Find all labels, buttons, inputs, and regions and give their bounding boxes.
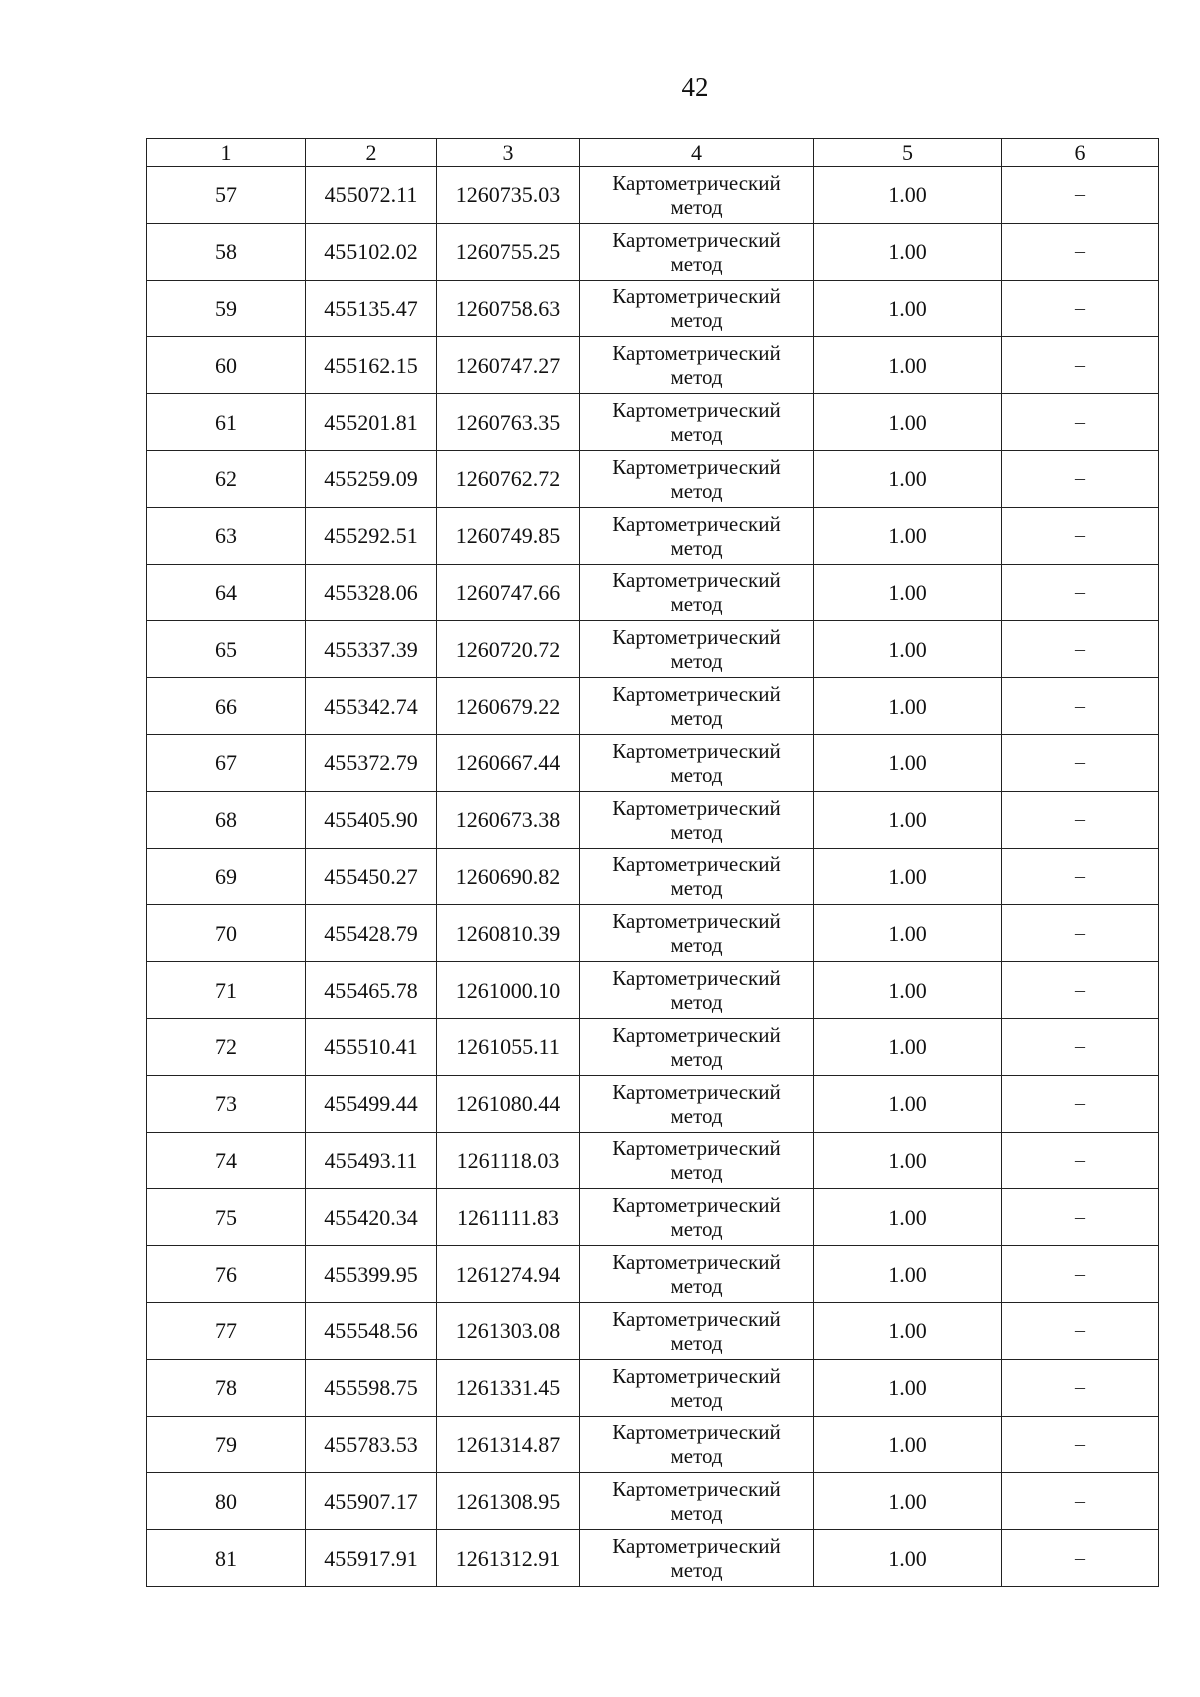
method-text-line1: Картометрический bbox=[612, 738, 781, 763]
method-text-line1: Картометрический bbox=[612, 852, 781, 877]
method-text-line1: Картометрический bbox=[612, 1477, 781, 1502]
point-number-cell: 64 bbox=[147, 564, 306, 621]
method-cell bbox=[580, 1075, 814, 1132]
y-coordinate-cell: 1261055.11 bbox=[437, 1018, 580, 1075]
point-number-cell: 74 bbox=[147, 1132, 306, 1189]
point-number-cell: 61 bbox=[147, 394, 306, 451]
note-cell: – bbox=[1002, 280, 1159, 337]
method-cell bbox=[580, 1416, 814, 1473]
point-number-cell: 59 bbox=[147, 280, 306, 337]
accuracy-cell: 1.00 bbox=[814, 450, 1002, 507]
accuracy-cell: 1.00 bbox=[814, 1189, 1002, 1246]
accuracy-cell: 1.00 bbox=[814, 962, 1002, 1019]
method-cell bbox=[580, 1246, 814, 1303]
column-header: 5 bbox=[814, 139, 1002, 167]
x-coordinate-cell: 455510.41 bbox=[306, 1018, 437, 1075]
table-header-row bbox=[147, 139, 1159, 167]
point-number-cell: 68 bbox=[147, 791, 306, 848]
y-coordinate-cell: 1261331.45 bbox=[437, 1359, 580, 1416]
method-text-line2: метод bbox=[670, 422, 723, 447]
point-number-cell: 76 bbox=[147, 1246, 306, 1303]
y-coordinate-cell: 1261118.03 bbox=[437, 1132, 580, 1189]
note-cell: – bbox=[1002, 791, 1159, 848]
accuracy-cell: 1.00 bbox=[814, 1018, 1002, 1075]
table-row bbox=[147, 678, 1159, 735]
table-row bbox=[147, 791, 1159, 848]
table-row bbox=[147, 1132, 1159, 1189]
column-header: 6 bbox=[1002, 139, 1159, 167]
method-cell bbox=[580, 621, 814, 678]
method-text-line2: метод bbox=[670, 535, 723, 560]
method-cell bbox=[580, 1132, 814, 1189]
point-number-cell: 60 bbox=[147, 337, 306, 394]
x-coordinate-cell: 455493.11 bbox=[306, 1132, 437, 1189]
x-coordinate-cell: 455420.34 bbox=[306, 1189, 437, 1246]
column-header: 4 bbox=[580, 139, 814, 167]
x-coordinate-cell: 455201.81 bbox=[306, 394, 437, 451]
method-cell bbox=[580, 1530, 814, 1587]
accuracy-cell: 1.00 bbox=[814, 564, 1002, 621]
accuracy-cell: 1.00 bbox=[814, 848, 1002, 905]
table-row bbox=[147, 1246, 1159, 1303]
table-row bbox=[147, 621, 1159, 678]
table-row bbox=[147, 394, 1159, 451]
x-coordinate-cell: 455428.79 bbox=[306, 905, 437, 962]
table-row bbox=[147, 1302, 1159, 1359]
method-text-line1: Картометрический bbox=[612, 284, 781, 309]
note-cell: – bbox=[1002, 1189, 1159, 1246]
method-cell bbox=[580, 223, 814, 280]
accuracy-cell: 1.00 bbox=[814, 734, 1002, 791]
note-cell: – bbox=[1002, 1473, 1159, 1530]
y-coordinate-cell: 1261111.83 bbox=[437, 1189, 580, 1246]
method-text-line1: Картометрический bbox=[612, 511, 781, 536]
coordinates-table bbox=[146, 138, 1159, 1587]
method-text-line2: метод bbox=[670, 1444, 723, 1469]
column-header: 1 bbox=[147, 139, 306, 167]
method-text-line2: метод bbox=[670, 706, 723, 731]
method-cell bbox=[580, 905, 814, 962]
method-text-line2: метод bbox=[670, 876, 723, 901]
table-row bbox=[147, 848, 1159, 905]
x-coordinate-cell: 455102.02 bbox=[306, 223, 437, 280]
method-cell bbox=[580, 1359, 814, 1416]
note-cell: – bbox=[1002, 621, 1159, 678]
point-number-cell: 72 bbox=[147, 1018, 306, 1075]
point-number-cell: 63 bbox=[147, 507, 306, 564]
method-text-line2: метод bbox=[670, 990, 723, 1015]
point-number-cell: 66 bbox=[147, 678, 306, 735]
x-coordinate-cell: 455598.75 bbox=[306, 1359, 437, 1416]
method-cell bbox=[580, 394, 814, 451]
note-cell: – bbox=[1002, 1530, 1159, 1587]
y-coordinate-cell: 1260758.63 bbox=[437, 280, 580, 337]
accuracy-cell: 1.00 bbox=[814, 621, 1002, 678]
method-text-line1: Картометрический bbox=[612, 454, 781, 479]
method-text-line2: метод bbox=[670, 1274, 723, 1299]
accuracy-cell: 1.00 bbox=[814, 1473, 1002, 1530]
column-header: 3 bbox=[437, 139, 580, 167]
method-text-line1: Картометрический bbox=[612, 1420, 781, 1445]
method-text-line2: метод bbox=[670, 1103, 723, 1128]
y-coordinate-cell: 1260747.66 bbox=[437, 564, 580, 621]
note-cell: – bbox=[1002, 564, 1159, 621]
note-cell: – bbox=[1002, 678, 1159, 735]
point-number-cell: 57 bbox=[147, 167, 306, 224]
x-coordinate-cell: 455450.27 bbox=[306, 848, 437, 905]
method-text-line2: метод bbox=[670, 478, 723, 503]
method-cell bbox=[580, 791, 814, 848]
table-row bbox=[147, 223, 1159, 280]
accuracy-cell: 1.00 bbox=[814, 394, 1002, 451]
table-row bbox=[147, 1359, 1159, 1416]
method-text-line1: Картометрический bbox=[612, 227, 781, 252]
method-text-line1: Картометрический bbox=[612, 909, 781, 934]
note-cell: – bbox=[1002, 1018, 1159, 1075]
method-text-line1: Картометрический bbox=[612, 1079, 781, 1104]
method-text-line2: метод bbox=[670, 194, 723, 219]
point-number-cell: 70 bbox=[147, 905, 306, 962]
y-coordinate-cell: 1261274.94 bbox=[437, 1246, 580, 1303]
y-coordinate-cell: 1261308.95 bbox=[437, 1473, 580, 1530]
accuracy-cell: 1.00 bbox=[814, 791, 1002, 848]
method-text-line2: метод bbox=[670, 819, 723, 844]
method-cell bbox=[580, 1018, 814, 1075]
point-number-cell: 62 bbox=[147, 450, 306, 507]
method-cell bbox=[580, 450, 814, 507]
note-cell: – bbox=[1002, 962, 1159, 1019]
note-cell: – bbox=[1002, 507, 1159, 564]
note-cell: – bbox=[1002, 1132, 1159, 1189]
y-coordinate-cell: 1260690.82 bbox=[437, 848, 580, 905]
table-row bbox=[147, 1189, 1159, 1246]
method-text-line2: метод bbox=[670, 649, 723, 674]
method-text-line1: Картометрический bbox=[612, 170, 781, 195]
x-coordinate-cell: 455342.74 bbox=[306, 678, 437, 735]
y-coordinate-cell: 1260667.44 bbox=[437, 734, 580, 791]
y-coordinate-cell: 1260673.38 bbox=[437, 791, 580, 848]
y-coordinate-cell: 1260810.39 bbox=[437, 905, 580, 962]
method-text-line2: метод bbox=[670, 762, 723, 787]
x-coordinate-cell: 455907.17 bbox=[306, 1473, 437, 1530]
note-cell: – bbox=[1002, 1416, 1159, 1473]
accuracy-cell: 1.00 bbox=[814, 223, 1002, 280]
x-coordinate-cell: 455162.15 bbox=[306, 337, 437, 394]
accuracy-cell: 1.00 bbox=[814, 280, 1002, 337]
method-text-line1: Картометрический bbox=[612, 682, 781, 707]
method-text-line1: Картометрический bbox=[612, 1193, 781, 1218]
method-text-line1: Картометрический bbox=[612, 1363, 781, 1388]
table-row bbox=[147, 962, 1159, 1019]
accuracy-cell: 1.00 bbox=[814, 1246, 1002, 1303]
y-coordinate-cell: 1261000.10 bbox=[437, 962, 580, 1019]
y-coordinate-cell: 1260755.25 bbox=[437, 223, 580, 280]
note-cell: – bbox=[1002, 1246, 1159, 1303]
point-number-cell: 77 bbox=[147, 1302, 306, 1359]
point-number-cell: 78 bbox=[147, 1359, 306, 1416]
method-text-line2: метод bbox=[670, 592, 723, 617]
note-cell: – bbox=[1002, 1302, 1159, 1359]
point-number-cell: 73 bbox=[147, 1075, 306, 1132]
method-cell bbox=[580, 678, 814, 735]
point-number-cell: 71 bbox=[147, 962, 306, 1019]
y-coordinate-cell: 1260735.03 bbox=[437, 167, 580, 224]
method-text-line2: метод bbox=[670, 1330, 723, 1355]
accuracy-cell: 1.00 bbox=[814, 337, 1002, 394]
point-number-cell: 80 bbox=[147, 1473, 306, 1530]
x-coordinate-cell: 455135.47 bbox=[306, 280, 437, 337]
coordinates-table-container bbox=[146, 138, 1158, 1587]
table-row bbox=[147, 564, 1159, 621]
note-cell: – bbox=[1002, 1359, 1159, 1416]
method-text-line1: Картометрический bbox=[612, 1022, 781, 1047]
x-coordinate-cell: 455499.44 bbox=[306, 1075, 437, 1132]
accuracy-cell: 1.00 bbox=[814, 905, 1002, 962]
note-cell: – bbox=[1002, 734, 1159, 791]
note-cell: – bbox=[1002, 223, 1159, 280]
table-row bbox=[147, 1473, 1159, 1530]
accuracy-cell: 1.00 bbox=[814, 1359, 1002, 1416]
method-text-line1: Картометрический bbox=[612, 568, 781, 593]
method-cell bbox=[580, 1189, 814, 1246]
accuracy-cell: 1.00 bbox=[814, 1075, 1002, 1132]
method-text-line1: Картометрический bbox=[612, 795, 781, 820]
point-number-cell: 69 bbox=[147, 848, 306, 905]
accuracy-cell: 1.00 bbox=[814, 1132, 1002, 1189]
method-cell bbox=[580, 734, 814, 791]
method-text-line1: Картометрический bbox=[612, 1306, 781, 1331]
table-row bbox=[147, 1416, 1159, 1473]
method-text-line2: метод bbox=[670, 933, 723, 958]
note-cell: – bbox=[1002, 394, 1159, 451]
method-cell bbox=[580, 1302, 814, 1359]
table-row bbox=[147, 905, 1159, 962]
x-coordinate-cell: 455292.51 bbox=[306, 507, 437, 564]
accuracy-cell: 1.00 bbox=[814, 1530, 1002, 1587]
table-row bbox=[147, 1075, 1159, 1132]
y-coordinate-cell: 1261303.08 bbox=[437, 1302, 580, 1359]
point-number-cell: 79 bbox=[147, 1416, 306, 1473]
method-cell bbox=[580, 167, 814, 224]
method-text-line1: Картометрический bbox=[612, 625, 781, 650]
x-coordinate-cell: 455072.11 bbox=[306, 167, 437, 224]
note-cell: – bbox=[1002, 848, 1159, 905]
point-number-cell: 58 bbox=[147, 223, 306, 280]
x-coordinate-cell: 455405.90 bbox=[306, 791, 437, 848]
method-cell bbox=[580, 1473, 814, 1530]
table-body bbox=[147, 167, 1159, 1587]
method-text-line2: метод bbox=[670, 365, 723, 390]
table-row bbox=[147, 1530, 1159, 1587]
y-coordinate-cell: 1260763.35 bbox=[437, 394, 580, 451]
method-cell bbox=[580, 337, 814, 394]
note-cell: – bbox=[1002, 337, 1159, 394]
y-coordinate-cell: 1260679.22 bbox=[437, 678, 580, 735]
x-coordinate-cell: 455399.95 bbox=[306, 1246, 437, 1303]
y-coordinate-cell: 1260720.72 bbox=[437, 621, 580, 678]
method-cell bbox=[580, 848, 814, 905]
page-number: 42 bbox=[681, 72, 709, 102]
y-coordinate-cell: 1261080.44 bbox=[437, 1075, 580, 1132]
note-cell: – bbox=[1002, 167, 1159, 224]
method-cell bbox=[580, 962, 814, 1019]
table-row bbox=[147, 280, 1159, 337]
table-row bbox=[147, 1018, 1159, 1075]
table-row bbox=[147, 734, 1159, 791]
method-text-line2: метод bbox=[670, 1160, 723, 1185]
accuracy-cell: 1.00 bbox=[814, 167, 1002, 224]
table-row bbox=[147, 450, 1159, 507]
method-text-line1: Картометрический bbox=[612, 1250, 781, 1275]
method-text-line2: метод bbox=[670, 1387, 723, 1412]
method-text-line2: метод bbox=[670, 1217, 723, 1242]
method-text-line1: Картометрический bbox=[612, 1534, 781, 1559]
y-coordinate-cell: 1261314.87 bbox=[437, 1416, 580, 1473]
method-text-line1: Картометрический bbox=[612, 966, 781, 991]
y-coordinate-cell: 1260749.85 bbox=[437, 507, 580, 564]
method-cell bbox=[580, 507, 814, 564]
x-coordinate-cell: 455548.56 bbox=[306, 1302, 437, 1359]
x-coordinate-cell: 455917.91 bbox=[306, 1530, 437, 1587]
method-cell bbox=[580, 280, 814, 337]
x-coordinate-cell: 455259.09 bbox=[306, 450, 437, 507]
x-coordinate-cell: 455372.79 bbox=[306, 734, 437, 791]
x-coordinate-cell: 455783.53 bbox=[306, 1416, 437, 1473]
method-text-line1: Картометрический bbox=[612, 398, 781, 423]
point-number-cell: 65 bbox=[147, 621, 306, 678]
note-cell: – bbox=[1002, 905, 1159, 962]
method-text-line2: метод bbox=[670, 1501, 723, 1526]
x-coordinate-cell: 455465.78 bbox=[306, 962, 437, 1019]
y-coordinate-cell: 1260762.72 bbox=[437, 450, 580, 507]
y-coordinate-cell: 1260747.27 bbox=[437, 337, 580, 394]
table-row bbox=[147, 507, 1159, 564]
table-row bbox=[147, 167, 1159, 224]
point-number-cell: 81 bbox=[147, 1530, 306, 1587]
point-number-cell: 75 bbox=[147, 1189, 306, 1246]
method-text-line1: Картометрический bbox=[612, 1136, 781, 1161]
point-number-cell: 67 bbox=[147, 734, 306, 791]
accuracy-cell: 1.00 bbox=[814, 678, 1002, 735]
method-text-line2: метод bbox=[670, 1046, 723, 1071]
x-coordinate-cell: 455328.06 bbox=[306, 564, 437, 621]
method-text-line1: Картометрический bbox=[612, 341, 781, 366]
table-row bbox=[147, 337, 1159, 394]
method-cell bbox=[580, 564, 814, 621]
note-cell: – bbox=[1002, 450, 1159, 507]
column-header: 2 bbox=[306, 139, 437, 167]
accuracy-cell: 1.00 bbox=[814, 1302, 1002, 1359]
method-text-line2: метод bbox=[670, 1558, 723, 1583]
y-coordinate-cell: 1261312.91 bbox=[437, 1530, 580, 1587]
accuracy-cell: 1.00 bbox=[814, 507, 1002, 564]
method-text-line2: метод bbox=[670, 308, 723, 333]
note-cell: – bbox=[1002, 1075, 1159, 1132]
x-coordinate-cell: 455337.39 bbox=[306, 621, 437, 678]
method-text-line2: метод bbox=[670, 251, 723, 276]
accuracy-cell: 1.00 bbox=[814, 1416, 1002, 1473]
